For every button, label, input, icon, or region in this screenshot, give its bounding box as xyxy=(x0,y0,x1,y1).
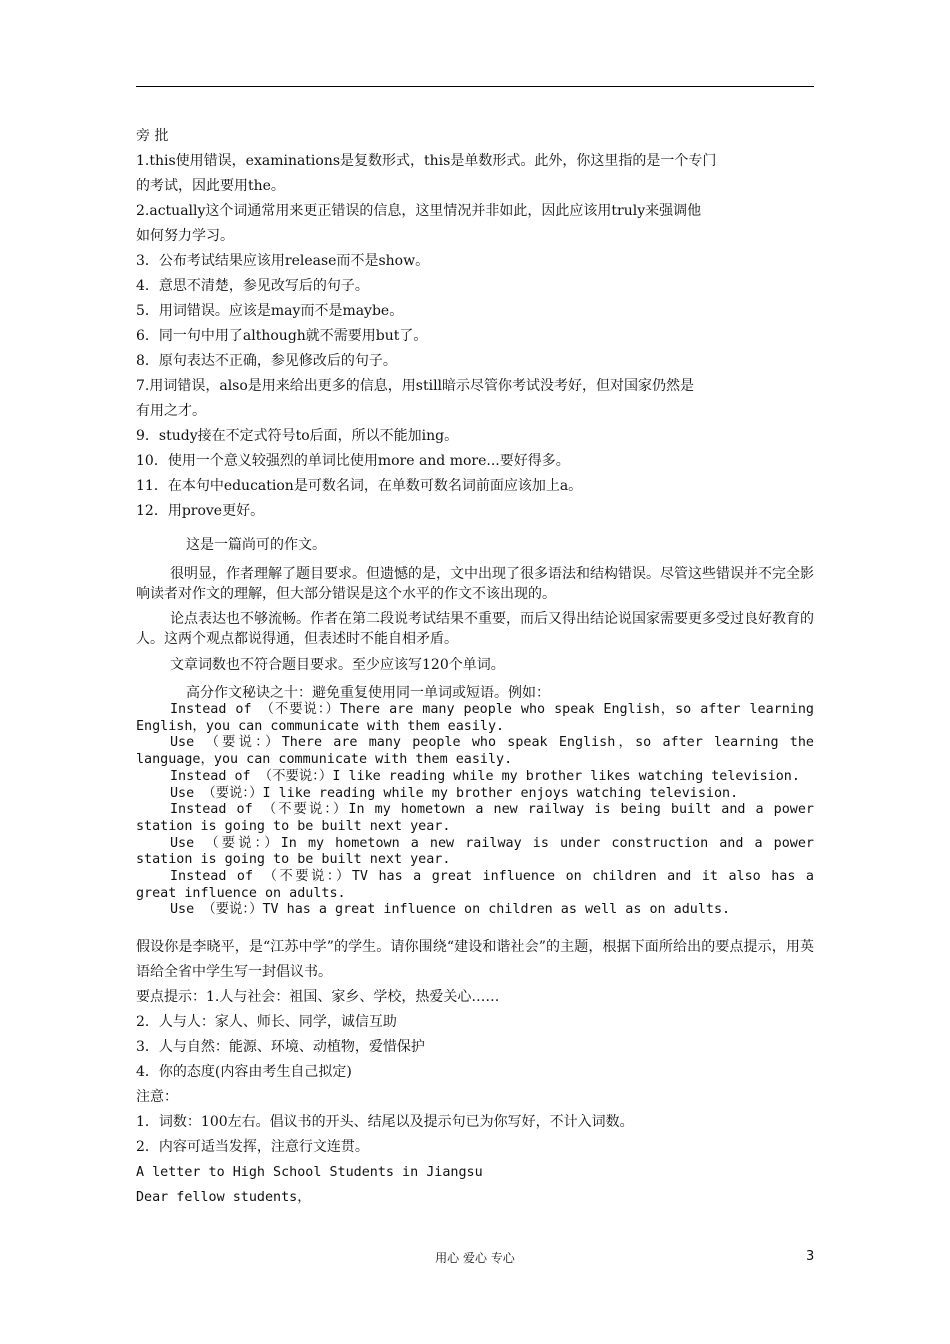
note-line: 3．公布考试结果应该用release而不是show。 xyxy=(136,253,430,269)
tip-example: Instead of （不要说：）There are many people who speak English，so after learning English，you can communicate with them easily. xyxy=(136,702,814,734)
tip-example: Use （要说：）In my hometown a new railway is under construction and a power station is going to be built next year. xyxy=(136,835,814,868)
page-footer: 用心 爱心 专心 xyxy=(435,1251,515,1265)
tip-example: Use （要说：）There are many people who speak English，so after learning the language，you can communicate with them easily. xyxy=(136,735,814,768)
note-line: 6．同一句中用了although就不需要用but了。 xyxy=(136,328,428,344)
note-line: 8．原句表达不正确，参见修改后的句子。 xyxy=(136,353,397,369)
comment-intro xyxy=(136,535,814,555)
header-rule xyxy=(136,86,814,87)
note-line: 4．意思不清楚，参见改写后的句子。 xyxy=(136,278,369,294)
note-line: 如何努力学习。 xyxy=(136,228,234,244)
task-line: 要点提示：1.人与社会：祖国、家乡、学校，热爱关心…… xyxy=(136,989,500,1005)
note-line: 的考试，因此要用the。 xyxy=(136,178,285,194)
note-line: 12．用prove更好。 xyxy=(136,503,265,519)
letter-salutation: Dear fellow students， xyxy=(136,1190,311,1205)
tip-example: Instead of （不要说：）In my hometown a new railway is being built and a power station is going to be built next year. xyxy=(136,802,814,834)
tip-example: Use （要说：）I like reading while my brother enjoys watching television. xyxy=(170,785,739,801)
task-line: 4．你的态度(内容由考生自己拟定) xyxy=(136,1064,352,1080)
comment-paragraph-2: 论点表达也不够流畅。作者在第二段说考试结果不重要，而后又得出结论说国家需要更多受过良好教育的人。这两个观点都说得通，但表述时不能自相矛盾。 xyxy=(136,611,814,647)
task-prompt: 假设你是李晓平，是“江苏中学”的学生。请你围绕“建设和谐社会”的主题，根据下面所给出的要点提示，用英语给全省中学生写一封倡议书。 xyxy=(136,939,814,980)
tip-example: Instead of （不要说：）TV has a great influence on children and it also has a great influence on adults. xyxy=(136,869,814,901)
comment-paragraph-1: 很明显，作者理解了题目要求。但遗憾的是，文中出现了很多语法和结构错误。尽管这些错误并不完全影响读者对作文的理解，但大部分错误是这个水平的作文不该出现的。 xyxy=(136,566,814,602)
note-line: 1.this使用错误，examinations是复数形式，this是单数形式。此外，你这里指的是一个专门 xyxy=(136,153,717,169)
task-line: 3．人与自然：能源、环境、动植物，爱惜保护 xyxy=(136,1039,425,1055)
comment-paragraph-3: 文章词数也不符合题目要求。至少应该写120个单词。 xyxy=(170,657,505,673)
note-line: 2.actually这个词通常用来更正错误的信息，这里情况并非如此，因此应该用truly来强调他 xyxy=(136,203,702,219)
tip-example: Instead of （不要说：）I like reading while my brother likes watching television. xyxy=(170,768,800,784)
tips-section xyxy=(136,684,814,919)
note-line: 有用之才。 xyxy=(136,403,206,419)
tip-title: 高分作文秘诀之十：避免重复使用同一单词或短语。例如： xyxy=(186,685,550,701)
note-line: 10．使用一个意义较强烈的单词比使用more and more...要好得多。 xyxy=(136,453,570,469)
task-line: 2．内容可适当发挥，注意行文连贯。 xyxy=(136,1139,369,1155)
comment-intro-text: 这是一篇尚可的作文。 xyxy=(186,537,326,553)
task-section xyxy=(136,935,814,1210)
note-line: 7.用词错误，also是用来给出更多的信息，用still暗示尽管你考试没考好，但对国家仍然是 xyxy=(136,378,695,394)
tip-example: Use （要说：）TV has a great influence on children as well as on adults. xyxy=(170,902,731,918)
note-line: 11．在本句中education是可数名词，在单数可数名词前面应该加上a。 xyxy=(136,478,583,494)
page-number: 3 xyxy=(806,1249,815,1264)
letter-title: A letter to High School Students in Jiangsu xyxy=(136,1165,483,1180)
notes-heading: 旁 批 xyxy=(136,128,169,144)
task-line: 注意： xyxy=(136,1089,178,1105)
task-line: 2．人与人：家人、师长、同学，诚信互助 xyxy=(136,1014,397,1030)
notes-section xyxy=(136,124,814,524)
task-line: 1．词数：100左右。倡议书的开头、结尾以及提示句已为你写好，不计入词数。 xyxy=(136,1114,634,1130)
note-line: 5．用词错误。应该是may而不是maybe。 xyxy=(136,303,404,319)
note-line: 9．study接在不定式符号to后面，所以不能加ing。 xyxy=(136,428,459,444)
